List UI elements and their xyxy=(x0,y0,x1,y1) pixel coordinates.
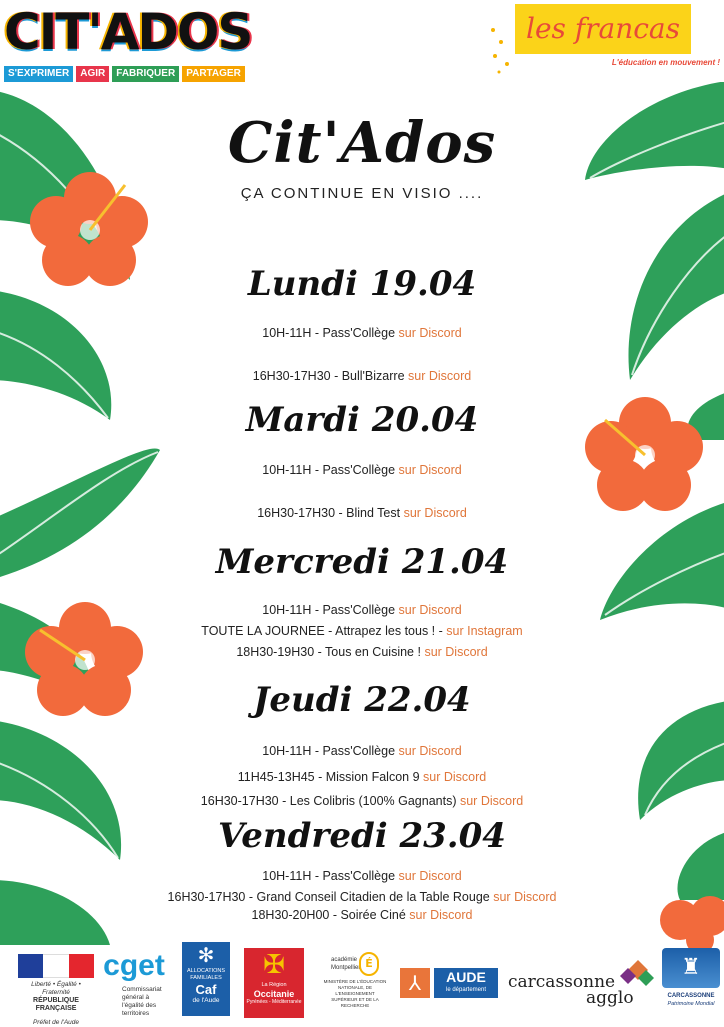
event-location-link[interactable]: sur Discord xyxy=(493,890,557,904)
event-location-link[interactable]: sur Discord xyxy=(408,369,472,383)
event-text: 16H30-17H30 - Grand Conseil Citadien de la Table Rouge xyxy=(167,890,490,904)
rf-name: RÉPUBLIQUE FRANÇAISE xyxy=(33,997,79,1012)
event-text: 10H-11H - Pass'Collège xyxy=(262,326,396,340)
french-flag-icon xyxy=(18,954,94,978)
event-text: 10H-11H - Pass'Collège xyxy=(262,869,396,883)
rf-prefet: Préfet de l'Aude xyxy=(32,1019,80,1026)
event-text: 18H30-19H30 - Tous en Cuisine ! xyxy=(236,645,421,659)
carcassonne-patrimoine-subtitle: Patrimoine Mondial xyxy=(667,1001,715,1007)
francas-slogan: L'éducation en mouvement ! xyxy=(611,58,720,67)
event-item xyxy=(0,644,724,660)
day-heading-lundi: Lundi 19.04 xyxy=(247,264,477,304)
event-item xyxy=(0,907,724,923)
republique-francaise-logo xyxy=(18,954,94,1026)
day-heading-mardi: Mardi 20.04 xyxy=(245,400,479,440)
event-item xyxy=(0,462,724,478)
day-heading-jeudi: Jeudi 22.04 xyxy=(253,680,471,720)
carcassonne-patrimoine-logo xyxy=(662,948,720,1020)
page-subtitle: ÇA CONTINUE EN VISIO .... xyxy=(240,185,484,202)
agglo-text: agglo xyxy=(586,988,634,1008)
event-item xyxy=(0,368,724,384)
tag-fabriquer: FABRIQUER xyxy=(112,66,179,82)
francas-bubble xyxy=(515,4,691,54)
castle-icon: ♜ xyxy=(662,948,720,988)
event-location-link[interactable]: sur Discord xyxy=(398,869,462,883)
event-location-link[interactable]: sur Discord xyxy=(423,770,487,784)
occitanie-subtitle: Pyrénées - Méditerranée xyxy=(246,999,302,1005)
cget-subtitle: Commissariat général à l'égalité des territoires xyxy=(122,986,162,1017)
aude-mark-icon: ⅄ xyxy=(400,968,430,998)
event-text: 16H30-17H30 - Les Colibris (100% Gagnants) xyxy=(200,794,457,808)
occitanie-text: Occitanie xyxy=(253,989,295,999)
event-location-link[interactable]: sur Discord xyxy=(409,908,473,922)
event-item xyxy=(0,623,724,639)
aude-logo xyxy=(400,966,498,1000)
event-location-link[interactable]: sur Discord xyxy=(398,326,462,340)
event-location-link[interactable]: sur Discord xyxy=(398,463,462,477)
academie-e-icon: É xyxy=(359,952,379,976)
rf-motto: Liberté • Égalité • Fraternité xyxy=(31,981,81,996)
event-item xyxy=(0,793,724,809)
event-item xyxy=(0,602,724,618)
citados-tags xyxy=(4,66,245,82)
event-text: 16H30-17H30 - Bull'Bizarre xyxy=(252,369,405,383)
francas-logo-text: les francas xyxy=(525,12,680,45)
event-item xyxy=(0,769,724,785)
caf-text: Caf xyxy=(195,982,217,997)
carcassonne-agglo-logo xyxy=(508,958,658,1014)
event-item xyxy=(0,325,724,341)
event-location-link[interactable]: sur Discord xyxy=(424,645,488,659)
academie-subtitle: MINISTÈRE DE L'ÉDUCATION NATIONALE, DE L'ENSEIGNEMENT SUPÉRIEUR ET DE LA RECHERCHE xyxy=(323,979,387,1008)
event-location-link[interactable]: sur Discord xyxy=(398,603,462,617)
snowflake-icon: ✻ xyxy=(197,943,215,967)
citados-logo xyxy=(4,3,252,84)
event-text: 18H30-20H00 - Soirée Ciné xyxy=(251,908,406,922)
cget-text: cget xyxy=(103,949,165,982)
diamond-shapes-icon xyxy=(620,958,656,988)
confetti-dots-icon xyxy=(487,20,517,80)
event-location-link[interactable]: sur Discord xyxy=(459,794,524,808)
carcassonne-text: carcassonne xyxy=(508,972,616,992)
caf-logo xyxy=(182,942,230,1016)
day-heading-vendredi: Vendredi 23.04 xyxy=(218,816,506,856)
occitanie-logo xyxy=(244,948,304,1018)
aude-subtitle: le département xyxy=(445,987,487,993)
event-text: 11H45-13H45 - Mission Falcon 9 xyxy=(237,770,420,784)
citados-logo-text: CIT'ADOS xyxy=(4,3,252,61)
event-text: 10H-11H - Pass'Collège xyxy=(262,744,396,758)
day-heading-mercredi: Mercredi 21.04 xyxy=(215,542,509,582)
occitanie-top: La Région xyxy=(261,982,287,988)
academie-text: académie Montpellier xyxy=(331,957,361,971)
partner-logos xyxy=(0,940,724,1024)
event-item xyxy=(0,889,724,905)
event-location-link[interactable]: sur Instagram xyxy=(446,624,523,638)
tag-agir: AGIR xyxy=(76,66,109,82)
tag-sexprimer: S'EXPRIMER xyxy=(4,66,73,82)
francas-logo xyxy=(487,0,724,82)
page-title: Cit'Ados xyxy=(227,110,497,176)
event-text: TOUTE LA JOURNEE - Attrapez les tous ! - xyxy=(201,624,443,638)
caf-subtitle: de l'Aude xyxy=(192,997,220,1004)
event-item xyxy=(0,505,724,521)
event-item xyxy=(0,743,724,759)
occitan-cross-icon: ✠ xyxy=(263,950,285,980)
event-text: 16H30-17H30 - Blind Test xyxy=(257,506,401,520)
event-location-link[interactable]: sur Discord xyxy=(403,506,467,520)
event-location-link[interactable]: sur Discord xyxy=(398,744,462,758)
event-item xyxy=(0,868,724,884)
event-text: 10H-11H - Pass'Collège xyxy=(262,603,396,617)
cget-logo xyxy=(100,950,168,1020)
tag-partager: PARTAGER xyxy=(182,66,245,82)
caf-top: ALLOCATIONS FAMILIALES xyxy=(186,968,226,981)
carcassonne-patrimoine-text: CARCASSONNE xyxy=(667,993,715,999)
event-text: 10H-11H - Pass'Collège xyxy=(262,463,396,477)
academie-logo xyxy=(322,952,388,1022)
aude-text: AUDE xyxy=(446,969,486,985)
